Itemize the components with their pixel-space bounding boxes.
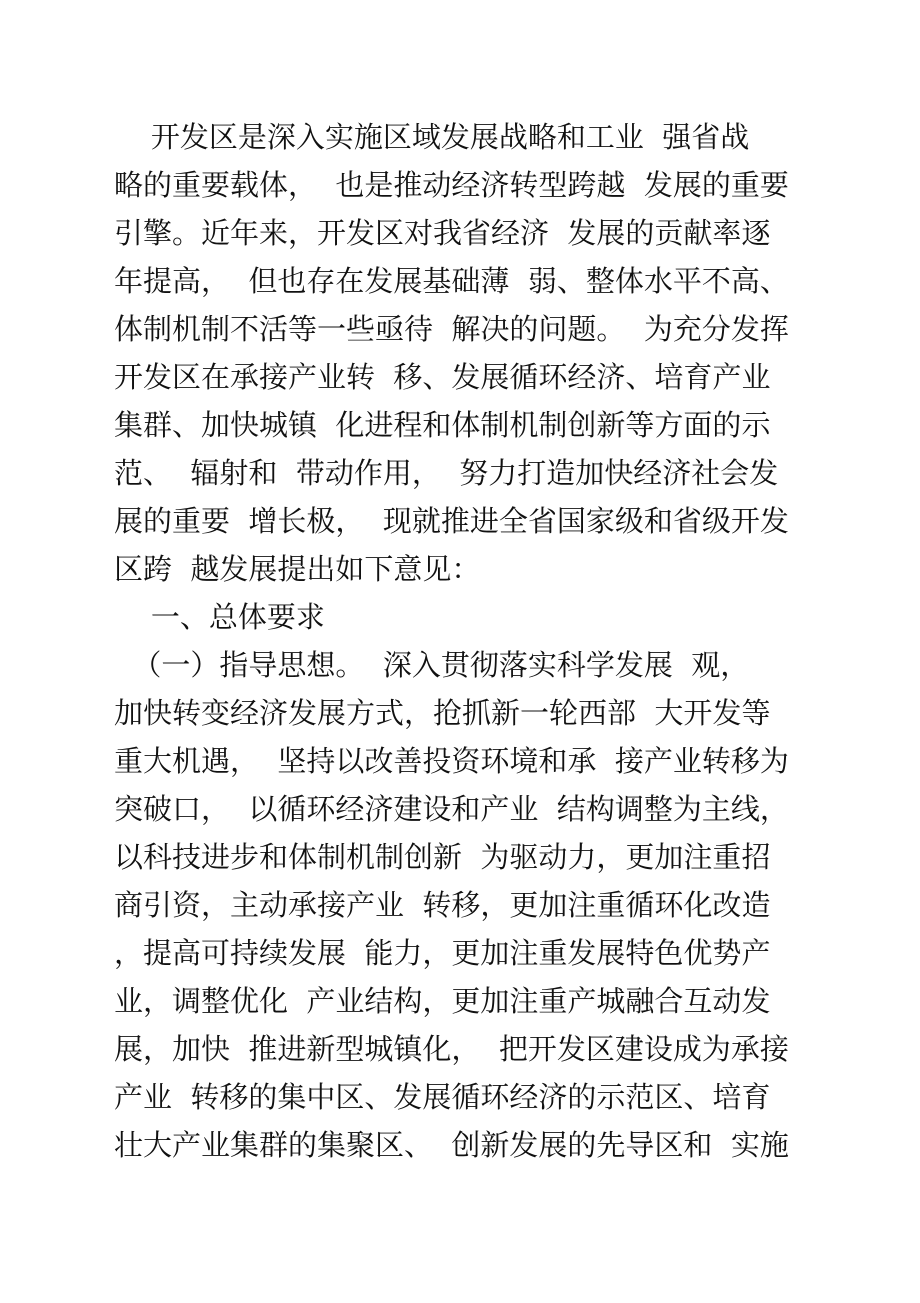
paragraph-line: 展，加快 推进新型城镇化， 把开发区建设成为承接 <box>114 1032 789 1066</box>
section-heading: 一、总体要求 <box>114 600 325 634</box>
paragraph-line: 加快转变经济发展方式，抢抓新一轮西部 大开发等 <box>114 696 771 730</box>
paragraph-line: 集群、加快城镇 化进程和体制机制创新等方面的示 <box>114 408 771 442</box>
paragraph-line: 产业 转移的集中区、发展循环经济的示范区、培育 <box>114 1080 771 1114</box>
paragraph-line: 开发区是深入实施区域发展战略和工业 强省战 <box>114 120 750 154</box>
paragraph-line: 体制机制不活等一些亟待 解决的问题。 为充分发挥 <box>114 312 789 346</box>
paragraph-line: 区跨 越发展提出如下意见： <box>114 552 481 586</box>
paragraph-line: 重大机遇， 坚持以改善投资环境和承 接产业转移为 <box>114 744 789 778</box>
paragraph-line: 壮大产业集群的集聚区、 创新发展的先导区和 实施 <box>114 1128 789 1162</box>
paragraph-line: 商引资，主动承接产业 转移，更加注重循环化改造 <box>114 888 771 922</box>
paragraph-line: ，提高可持续发展 能力，更加注重发展特色优势产 <box>114 936 771 970</box>
paragraph-line: 业，调整优化 产业结构，更加注重产城融合互动发 <box>114 984 771 1018</box>
paragraph-line: 引擎。近年来，开发区对我省经济 发展的贡献率逐 <box>114 216 771 250</box>
paragraph-line: 年提高， 但也存在发展基础薄 弱、整体水平不高、 <box>114 264 789 298</box>
subsection-line: （一）指导思想。 深入贯彻落实科学发展 观， <box>114 648 750 682</box>
paragraph-line: 范、 辐射和 带动作用， 努力打造加快经济社会发 <box>114 456 779 490</box>
paragraph-line: 略的重要载体， 也是推动经济转型跨越 发展的重要 <box>114 168 789 202</box>
paragraph-line: 突破口， 以循环经济建设和产业 结构调整为主线， <box>114 792 789 826</box>
paragraph-line: 展的重要 增长极， 现就推进全省国家级和省级开发 <box>114 504 789 538</box>
paragraph-line: 以科技进步和体制机制创新 为驱动力，更加注重招 <box>114 840 771 874</box>
paragraph-line: 开发区在承接产业转 移、发展循环经济、培育产业 <box>114 360 771 394</box>
document-body <box>114 113 814 1169</box>
